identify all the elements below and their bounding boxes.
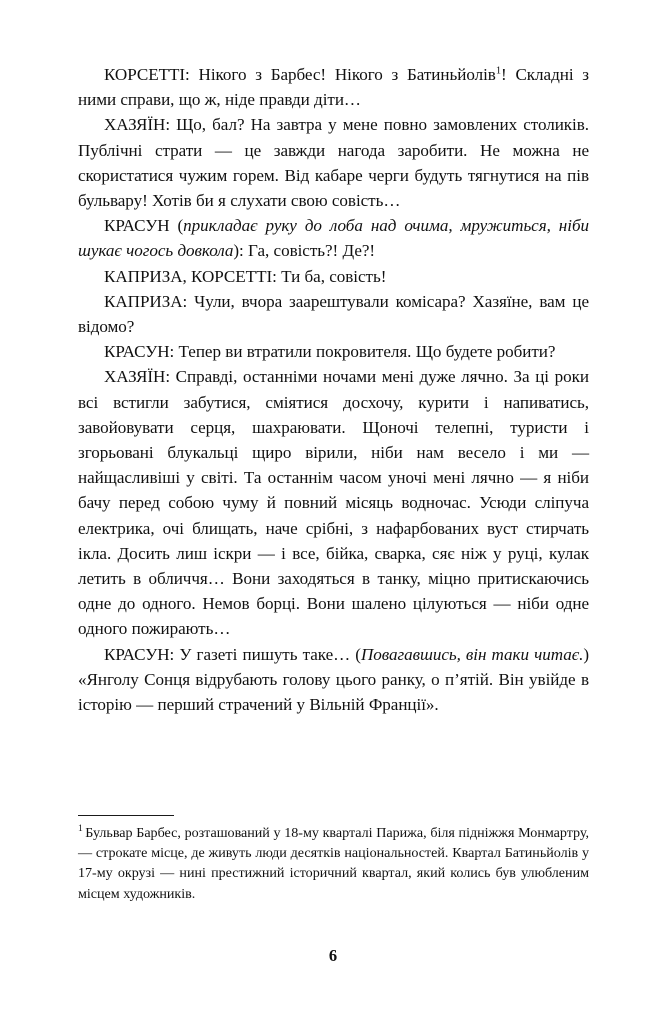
main-text-block — [78, 62, 589, 717]
speaker-line-korsetti: КОРСЕТТІ: Нікого з Барбес! Нікого з Батиньйолів — [104, 65, 496, 84]
dialogue-text-continued: ! Складні з ними справи, що ж, ніде правди діти… — [78, 65, 590, 110]
page-number: 6 — [328, 946, 338, 965]
dialogue-paragraph — [78, 264, 589, 289]
footnote-body: Бульвар Барбес, розташований у 18-му кварталі Парижа, біля підніжжя Монмартру, — строкате місце, де живуть люди десятків національностей. Квартал Батиньйолів у 17-му окрузі — нині престижний історичний квартал, який колись був улюбленим місцем художників. — [78, 825, 589, 902]
speaker-line-kapryza-korsetti: КАПРИЗА, КОРСЕТТІ: Ти ба, совість! — [104, 266, 387, 286]
speaker-line-krasun: КРАСУН: Тепер ви втратили покровителя. Що будете робити? — [104, 342, 556, 362]
footnote-text — [78, 823, 589, 904]
dialogue-paragraph — [78, 213, 589, 263]
speaker-line-krasun: КРАСУН ( — [104, 216, 184, 236]
footnote-reference-marker[interactable]: 1 — [495, 65, 502, 77]
dialogue-paragraph — [78, 62, 589, 112]
dialogue-paragraph — [78, 339, 589, 364]
dialogue-paragraph — [78, 112, 589, 213]
dialogue-paragraph — [78, 364, 589, 641]
dialogue-paragraph — [78, 642, 589, 718]
dialogue-text-continued: ): Га, совість?! Де?! — [233, 241, 376, 261]
speaker-line-khazyain: ХАЗЯЇН: Справді, останніми ночами мені дуже лячно. За ці роки всі встигли забутися, сміятися досхочу, курити і напиватись, завойовувати серця, шахраювати. Щоночі телепні, туристи і згорьовані блукальці щиро вірили, ніби нам весело і ми — найщасливіші у світі. Та останнім часом уночі мені лячно — я ніби бачу перед собою чуму й повний місяць водночас. Усюди сліпуча електрика, очі блищать, наче срібні, з нафарбованих вуст стирчать ікла. Досить лиш іскри — і все, бійка, сварка, сяє ніж у руці, кулак летить в обличчя… Вони заходяться в танку, міцно притискаючись одне до одного. Немов борці. Вони шалено цілуються — ніби одне одного пожирають… — [78, 367, 589, 639]
footnote-number: 1 — [78, 823, 83, 835]
speaker-line-khazyain: ХАЗЯЇН: Що, бал? На завтра у мене повно замовлених столиків. Публічні страти — це завжди нагода заробити. Не можна не скористатися чужим горем. Від кабаре черги будуть тягнутися на пів бульвару! Хотів би я слухати свою совість… — [78, 115, 589, 211]
speaker-line-krasun: КРАСУН: У газеті пишуть таке… ( — [104, 644, 361, 664]
stage-direction: Повагавшись, він таки читає. — [360, 644, 584, 664]
dialogue-paragraph — [78, 289, 589, 339]
footnote-area — [78, 815, 589, 904]
footnote-separator-rule — [78, 815, 174, 816]
speaker-line-kapryza: КАПРИЗА: Чули, вчора заарештували комісара? Хазяїне, вам це відомо? — [78, 291, 589, 337]
quoted-newspaper-text: ) «Янголу Сонця відрубають голову цього ранку, о п’ятій. Він увійде в історію — перший страчений у Вільній Франції». — [78, 644, 589, 715]
stage-direction: прикладає руку до лоба над очима, мружиться, ніби шукає чогось довкола — [78, 216, 589, 261]
